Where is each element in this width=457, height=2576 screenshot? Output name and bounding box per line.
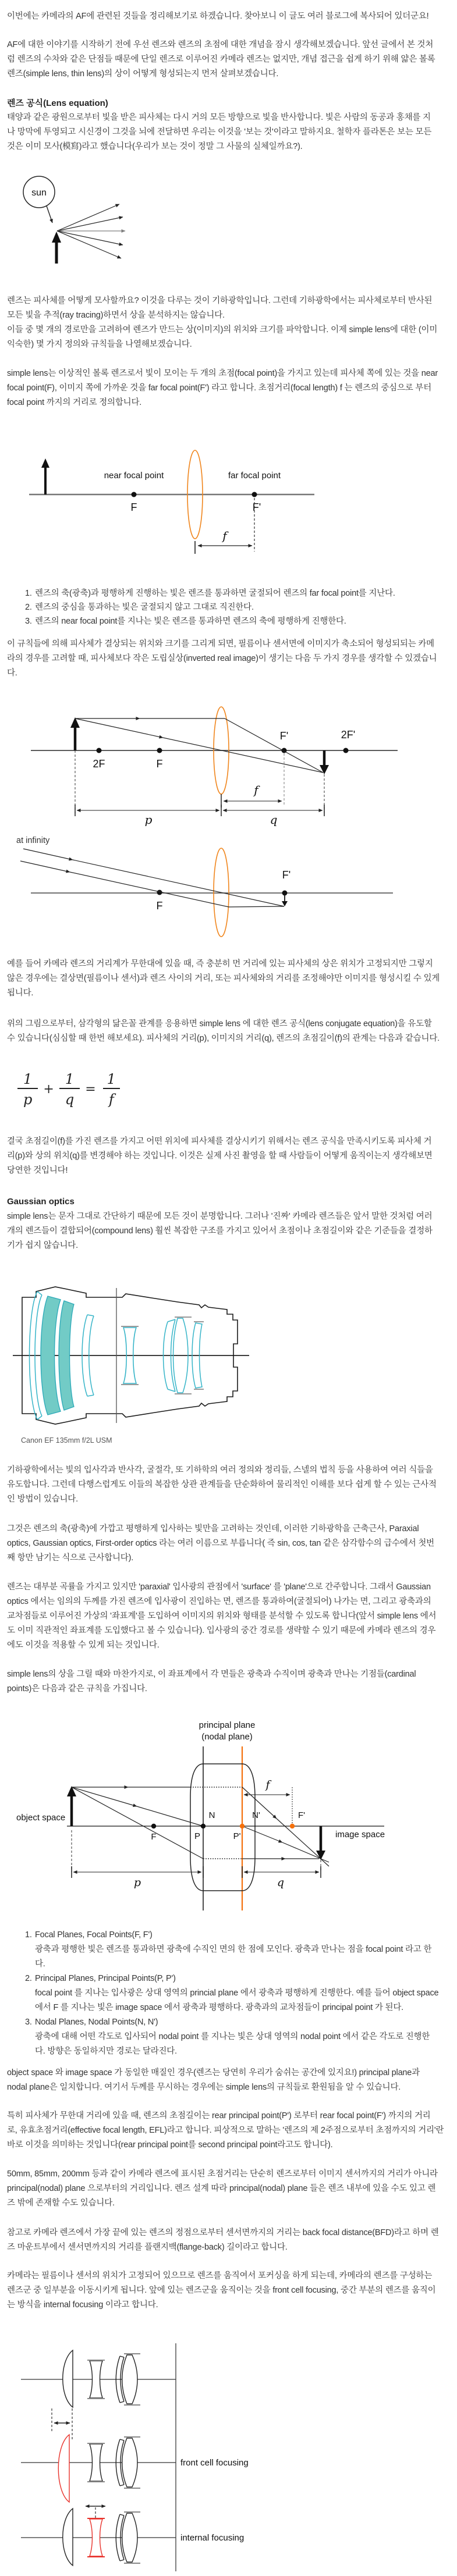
cardinal-title-text: Nodal Planes, Nodal Points(N, N') bbox=[35, 2018, 158, 2027]
text-line: points)은 다음과 같은 규칙을 가집니다. bbox=[7, 1684, 147, 1693]
text-line: focal point 까지의 거리로 정의합니다. bbox=[7, 398, 142, 407]
object-arrow bbox=[67, 1786, 76, 1826]
principal-plane-figure bbox=[12, 1716, 419, 1914]
text-line: 인 방법이 있습니다. bbox=[7, 1495, 78, 1504]
text-line: 것은 이미 모사(模寫)라고 했습니다(우리가 보는 것이 정말 그 사물의 실체일까요?). bbox=[7, 142, 303, 151]
text-line: 결국 초점길이(f)를 가진 렌즈를 가지고 어떤 위치에 피사체를 결상시키기 위해서는 렌즈 공식을 만족시키도록 피사체 거 bbox=[7, 1137, 432, 1146]
cardinal-item-title bbox=[7, 1972, 455, 1986]
text-line: 교차점들로 이루어진 가상의 '좌표계'를 도입하여 이미지의 위치와 형태를 분석할 수 있도록 합니다(앞서 simple lens 에서 bbox=[7, 1611, 437, 1621]
p-label: p bbox=[144, 813, 153, 826]
light-rays bbox=[75, 718, 323, 773]
image-arrow bbox=[320, 750, 329, 774]
focusing-methods-figure bbox=[17, 2339, 326, 2576]
paragraph-surface-plane bbox=[7, 1580, 455, 1653]
lens-imaging-figure bbox=[23, 701, 431, 826]
near-focal-label: near focal point bbox=[104, 471, 164, 481]
text-line: 특히 피사체가 무한대 거리에 있을 때, 렌즈의 초점길이는 rear principal point(P') 로부터 rear focal point(F') 까지의 거리 bbox=[7, 2111, 431, 2120]
denominator: f bbox=[103, 1088, 120, 1109]
paragraph-focusing bbox=[7, 2269, 455, 2312]
F-prime-label: F' bbox=[279, 730, 289, 742]
text-line: 모든 빛을 추적(ray tracing)하면서 상을 분석하지는 않습니다. bbox=[7, 311, 225, 320]
text-line: 렌즈(simple lens, thin lens)의 상이 어떻게 형성되는지 먼저 살펴보겠습니다. bbox=[7, 69, 279, 79]
plus-operator: + bbox=[43, 1081, 54, 1097]
f-label: f bbox=[265, 1778, 270, 1791]
text-line: 는 방식을 internal focusing 이라고 합니다. bbox=[7, 2300, 158, 2310]
section-heading-gaussian-optics: Gaussian optics bbox=[7, 1197, 75, 1207]
text-line: 위의 그림으로부터, 삼각형의 닮은꼴 관계를 응용하면 simple lens 에 대한 렌즈 공식(lens conjugate equation)을 유도할 bbox=[7, 1019, 432, 1029]
text-line: 로, 유효초점거리(effective focal length, EFL)라고 합니다. 피상적으로 말하는 '렌즈의 제 2주점으로부터 초점까지의 거리'란 bbox=[7, 2126, 444, 2135]
sun-label: sun bbox=[31, 188, 47, 198]
fraction-1-over-q bbox=[59, 1069, 80, 1109]
parallel-rays bbox=[20, 849, 284, 907]
text-line: 개의 렌즈들이 결합되어(compound lens) 훨씬 복잡한 구조를 가지고 있어서 초점이나 초점길이와 같은 기준들을 결정하 bbox=[7, 1226, 433, 1236]
nodal-plane-subtitle: (nodal plane) bbox=[201, 1732, 253, 1742]
text-line: 도 이미 직관적인 좌표계를 도입했다고 볼 수 있습니다). 입사광의 중간 경로를 생략할 수 있기 때문에 카메라 렌즈의 경우 bbox=[7, 1626, 436, 1635]
canon-lens-caption: Canon EF 135mm f/2L USM bbox=[21, 1436, 112, 1444]
text-line: 나 망막에 투영되고 시신경이 그것을 뇌에 전달하면 우리는 이것을 '보는 것'이라고 말하지요. 철학자 플라톤은 보는 모든 bbox=[7, 127, 432, 137]
section-heading-lens-equation: 렌즈 공식(Lens equation) bbox=[7, 98, 108, 108]
text-line: 당연한 것입니다! bbox=[7, 1166, 68, 1175]
text-line: 즈 마운트부에서 센서면까지의 거리를 플랜지백(flange-back) 길이라고 합니다. bbox=[7, 2243, 288, 2252]
paragraph-cardinal-intro bbox=[7, 1667, 455, 1696]
list-text: 렌즈의 중심을 통과하는 빛은 굴절되지 않고 그대로 직진한다. bbox=[35, 603, 254, 612]
text-line: 태양과 같은 광원으로부터 빛을 받은 피사체는 다시 거의 모든 방향으로 빛을 반사합니다. 빛은 사람의 동공과 홍채를 지 bbox=[7, 113, 431, 122]
paragraph-rules bbox=[7, 637, 455, 681]
far-focal-label: far focal point bbox=[228, 471, 281, 481]
text-line: 기가 쉽지 않습니다. bbox=[7, 1241, 78, 1250]
text-line: object space 와 image space 가 동일한 매질인 경우(렌즈는 당연히 우리가 숨쉬는 공간에 있지요!) principal plane과 bbox=[7, 2068, 420, 2077]
text-line: AF에 대한 이야기를 시작하기 전에 우선 렌즈와 렌즈의 초점에 대한 개념을 잠시 생각해보겠습니다. 앞선 글에서 본 것처 bbox=[7, 40, 434, 49]
cardinal-line-text: 다. bbox=[35, 1959, 45, 1969]
text-line: principal(nodal) plane 으로부터의 거리입니다. 렌즈 설계 따라 principal(nodal) plane 들은 렌즈 내부에 있을 수도 있고 렌 bbox=[7, 2184, 436, 2193]
text-line: 그것은 렌즈의 축(광축)에 가깝고 평행하게 입사하는 빛만을 고려하는 것인데, 이러한 기하광학을 근축근사, Paraxial bbox=[7, 1524, 419, 1533]
cardinal-item-line bbox=[7, 2030, 455, 2044]
text-line: nodal plane은 일치합니다. 여기서 두께를 무시하는 경우에는 simple lens의 규칙들로 환원됨을 알 수 있습니다. bbox=[7, 2083, 401, 2092]
lens-rules-list bbox=[7, 586, 455, 628]
paragraph-af-intro bbox=[7, 38, 455, 81]
cardinal-line-text: 에서 F 를 지나는 빛은 image space 에서 광축과 평행하다. 광축과의 교차점들이 principal point 가 된다. bbox=[35, 2003, 403, 2012]
front-cell-red-lens bbox=[58, 2435, 69, 2502]
list-number: 3. bbox=[25, 2018, 32, 2027]
cardinal-item-line bbox=[7, 2001, 455, 2015]
cardinal-line-text: focal point 를 지나는 입사광은 상대 영역의 princial plane 에서 광축과 평행하게 진행한다. 예를 들어 object space bbox=[35, 1988, 439, 1998]
cardinal-item-line bbox=[7, 1986, 455, 2001]
list-text: 렌즈의 축(광축)과 평행하게 진행하는 빛은 렌즈를 통과하면 굴절되어 렌즈의 far focal point를 지난다. bbox=[35, 589, 395, 598]
text-line: 렌즈군 중 일부분을 이동시키게 됩니다. 앞에 있는 렌즈군을 움직이는 것을 front cell focusing, 중간 부분의 렌즈를 움직이 bbox=[7, 2286, 436, 2295]
text-line: 이들 중 몇 개의 경로만을 고려하여 렌즈가 만드는 상(이미지)의 위치와 크기를 파악합니다. 이제 simple lens에 대한 (이미 bbox=[7, 325, 438, 335]
list-item bbox=[7, 614, 455, 628]
focal-points-figure bbox=[23, 430, 332, 558]
paragraph-conclusion bbox=[7, 1134, 455, 1178]
text-line: 수 있습니다(심심할 때 한번 해보세요). 피사체의 거리(p), 이미지의 거리(q), 렌즈의 초점길이(f)의 관계는 다음과 같습니다. bbox=[7, 1034, 440, 1043]
text-line: 카메라는 필름이나 센서의 위치가 고정되어 있으므로 렌즈를 움직여서 포커싱을 하게 되는데, 카메라의 렌즈를 구성하는 bbox=[7, 2271, 433, 2280]
f-label: f bbox=[222, 529, 227, 543]
equals-operator: = bbox=[85, 1081, 96, 1097]
text-line: 됩니다. bbox=[7, 988, 34, 998]
list-item bbox=[7, 600, 455, 614]
cardinal-line-text: 다. 방향은 동일하지만 경로는 달라진다. bbox=[35, 2047, 177, 2056]
sunlight-ray bbox=[47, 206, 52, 223]
text-line: 유도합니다. 그런데 다행스럽게도 이들의 복잡한 상관 관계들을 단순화하여 물리적인 이해를 보다 쉽게 할 수 있는 근사적 bbox=[7, 1480, 437, 1489]
list-number: 2. bbox=[25, 603, 32, 612]
F-prime-label: F' bbox=[282, 869, 291, 881]
text-line: 참고로 카메라 렌즈에서 가장 끝에 있는 렌즈의 정점으로부터 센서면까지의 거리는 back focal distance(BFD)라고 하며 렌 bbox=[7, 2228, 439, 2237]
object-arrow bbox=[41, 458, 49, 494]
paragraph-same-medium bbox=[7, 2066, 455, 2095]
numerator: 1 bbox=[23, 1071, 33, 1087]
2F-label: 2F bbox=[93, 758, 105, 770]
reflected-rays bbox=[57, 204, 125, 258]
lens-equation-formula bbox=[17, 1069, 122, 1109]
paragraph-derivation bbox=[7, 1017, 455, 1046]
F-prime-label: F' bbox=[252, 501, 261, 513]
image-arrow bbox=[282, 895, 288, 906]
N-label: N bbox=[208, 1810, 215, 1820]
paragraph-ray-tracing bbox=[7, 294, 455, 352]
at-infinity-label: at infinity bbox=[16, 836, 50, 845]
text-line: 째 항만 남기는 식으로 근사합니다). bbox=[7, 1553, 134, 1563]
denominator: p bbox=[17, 1088, 38, 1109]
list-number: 2. bbox=[25, 1974, 32, 1983]
text-line: optics, Gaussian optics, First-order optics 라는 여러 이름으로 부릅니다( 즉 sin, cos, tan 같은 삼각함수의 급수에서 첫번 bbox=[7, 1539, 434, 1548]
cardinal-item-title bbox=[7, 2015, 455, 2030]
list-text: 렌즈의 near focal point를 지나는 빛은 렌즈를 통과하면 렌즈의 축에 평행하게 진행한다. bbox=[35, 617, 346, 626]
P-label: P bbox=[194, 1831, 201, 1841]
text-line: 렌즈는 피사체를 어떻게 모사할까요? 이것을 다루는 것이 기하광학입니다. 그런데 기하광학에서는 피사체로부터 반사된 bbox=[7, 296, 433, 305]
denominator: q bbox=[59, 1088, 80, 1109]
text-line: 이 규칙들에 의해 피사체가 결상되는 위치와 크기를 그리게 되면, 필름이나 센서면에 이미지가 축소되어 형성되되는 카메 bbox=[7, 639, 434, 649]
fraction-1-over-p bbox=[17, 1069, 38, 1109]
paragraph-efl bbox=[7, 2109, 455, 2152]
paragraph-paraxial bbox=[7, 1522, 455, 1565]
text-line: simple lens의 상을 그릴 때와 마찬가지로, 이 좌표계에서 각 면들은 광축과 수직이며 광축과 만나는 기점들(cardinal bbox=[7, 1670, 416, 1679]
infinity-focus-figure bbox=[17, 844, 413, 945]
F-label: F bbox=[130, 501, 137, 513]
image-arrow bbox=[316, 1826, 325, 1860]
text-line: simple lens는 이상적인 볼록 렌즈로서 빛이 모이는 두 개의 초점(focal point)을 가지고 있는데 피사체 쪽에 있는 것을 near bbox=[7, 369, 438, 378]
cardinal-line-text: 광축과 평행한 빛은 렌즈를 통과하면 광축에 수직인 면의 한 점에 모인다. 광축과 만나는 점을 focal point 라고 한 bbox=[35, 1945, 432, 1954]
list-number: 1. bbox=[25, 1930, 32, 1940]
text-line: 예를 들어 카메라 렌즈의 거리계가 무한대에 있을 때, 즉 충분히 먼 거리에 있는 피사체의 상은 위치가 고정되지만 그렇지 bbox=[7, 959, 433, 969]
paragraph-simple-lens bbox=[7, 367, 455, 410]
paragraph-marked-focal-length bbox=[7, 2167, 455, 2211]
text-line: simple lens는 문자 그대로 간단하기 때문에 모든 것이 분명합니다. 그러나 '진짜' 카메라 렌즈들은 앞서 말한 것처럼 여러 bbox=[7, 1212, 433, 1221]
text-line: 않은 경우에는 결상면(필름이나 센서)과 렌즈 사이의 거리, 또는 피사체와의 거리를 조정해야만 이미지를 형성시킬 수 있게 bbox=[7, 974, 440, 983]
text-line: 에도 이것을 적용할 수 있게 되는 것입니다. bbox=[7, 1641, 160, 1650]
paragraph-intro bbox=[7, 9, 455, 24]
cardinal-title-text: Focal Planes, Focal Points(F, F') bbox=[35, 1930, 153, 1940]
text-line: 럼 렌즈의 수차와 같은 단점들 때문에 단일 렌즈로 이루어진 카메라 렌즈는 없지만, 개념 접근을 쉽게 하기 위해 얇은 볼록 bbox=[7, 55, 435, 64]
paragraph-compound bbox=[7, 1209, 455, 1253]
canon-lens-cross-section bbox=[12, 1274, 262, 1434]
text-line: focal point(F), 이미지 쪽에 가까운 것을 far focal point(F') 라고 합니다. 초점거리(focal length) f 는 렌즈의 중심으로 부터 bbox=[7, 383, 432, 393]
cardinal-item-title bbox=[7, 1928, 455, 1942]
f-label: f bbox=[254, 783, 258, 797]
text-line: 라의 경우를 고려할 때, 피사체보다 작은 도립실상(inverted real image)이 생기는 다음 두 가지 경우를 생각할 수 있겠습니 bbox=[7, 654, 437, 663]
text-line: 기하광학에서는 빛의 입사각과 반사각, 굴절각, 또 기하학의 여러 정의와 정리들, 스넬의 법칙 등을 사용하여 여러 식들을 bbox=[7, 1465, 433, 1475]
text-line: 즈 밖에 존재할 수도 있습니다. bbox=[7, 2198, 115, 2208]
text-line: 다. bbox=[7, 668, 17, 678]
q-label: q bbox=[270, 813, 278, 826]
text-line: 렌즈는 대부분 곡률을 가지고 있지만 'paraxial' 입사광의 관점에서 'surface' 를 'plane'으로 간주합니다. 그래서 Gaussian bbox=[7, 1582, 431, 1592]
cardinal-item-line bbox=[7, 1957, 455, 1972]
text-line: optics 에서는 임의의 두께를 가진 렌즈에 입사광이 진입하는 면, 렌즈를 통과하여(굴절되어) 나가는 면, 그리고 광축과의 bbox=[7, 1597, 431, 1606]
front-cell-focusing-label: front cell focusing bbox=[180, 2458, 249, 2468]
list-item bbox=[7, 586, 455, 600]
q-label: q bbox=[277, 1876, 285, 1889]
cardinal-item-line bbox=[7, 2044, 455, 2059]
paragraph-infinity bbox=[7, 957, 455, 1001]
list-number: 3. bbox=[25, 617, 32, 626]
sun-reflection-figure bbox=[17, 172, 146, 276]
cardinal-item-line bbox=[7, 1942, 455, 1957]
paragraph-snell bbox=[7, 1463, 455, 1507]
numerator: 1 bbox=[65, 1071, 75, 1087]
paragraph-light bbox=[7, 111, 455, 154]
internal-shift-marks bbox=[86, 2506, 105, 2518]
p-label: p bbox=[133, 1876, 141, 1889]
F-label: F bbox=[151, 1832, 157, 1842]
F-label: F bbox=[156, 900, 163, 912]
text-line: 이번에는 카메라의 AF에 관련된 것들을 정리해보기로 하겠습니다. 찾아보니 이 글도 여러 블로그에 복사되어 있더군요! bbox=[7, 12, 429, 21]
F-label: F bbox=[156, 758, 163, 770]
text-line: 50mm, 85mm, 200mm 등과 같이 카메라 렌즈에 표시된 초점거리는 단순히 렌즈로부터 이미지 센서까지의 거리가 아니라 bbox=[7, 2169, 438, 2179]
far-focal-dot bbox=[252, 492, 257, 497]
list-number: 1. bbox=[25, 589, 32, 598]
fraction-1-over-f bbox=[101, 1069, 122, 1109]
near-focal-dot bbox=[132, 492, 137, 497]
text-line: 리(p)와 상의 위치(q)를 변경해야 하는 것입니다. 이것은 실제 사진 촬영을 할 때 사람들이 어떻게 움직이는지 생각해보면 bbox=[7, 1151, 433, 1161]
paragraph-bfd bbox=[7, 2226, 455, 2255]
P-prime-label: P' bbox=[233, 1831, 241, 1841]
numerator: 1 bbox=[107, 1071, 116, 1087]
text-line: 바로 이것을 의미하는 것입니다(rear principal point를 second principal point라고도 합니다). bbox=[7, 2140, 333, 2150]
image-space-label: image space bbox=[335, 1830, 385, 1840]
text-line: 익숙한) 몇 가지 정의와 규칙들을 나열해보겠습니다. bbox=[7, 340, 192, 349]
cardinal-points-list bbox=[7, 1928, 455, 2059]
object-arrow bbox=[70, 717, 80, 750]
internal-focusing-label: internal focusing bbox=[180, 2533, 245, 2543]
2F-prime-label: 2F' bbox=[341, 729, 356, 741]
F-prime-label: F' bbox=[297, 1810, 306, 1820]
principal-plane-title: principal plane bbox=[199, 1720, 256, 1730]
N-prime-label: N' bbox=[252, 1810, 260, 1820]
cardinal-line-text: 광축에 대해 어떤 각도로 입사되어 nodal point 를 지나는 빛은 상대 영역의 nodal point 에서 같은 각도로 진행한 bbox=[35, 2032, 430, 2041]
cardinal-title-text: Principal Planes, Principal Points(P, P') bbox=[35, 1974, 176, 1983]
object-arrow bbox=[52, 232, 61, 264]
object-space-label: object space bbox=[16, 1813, 66, 1823]
